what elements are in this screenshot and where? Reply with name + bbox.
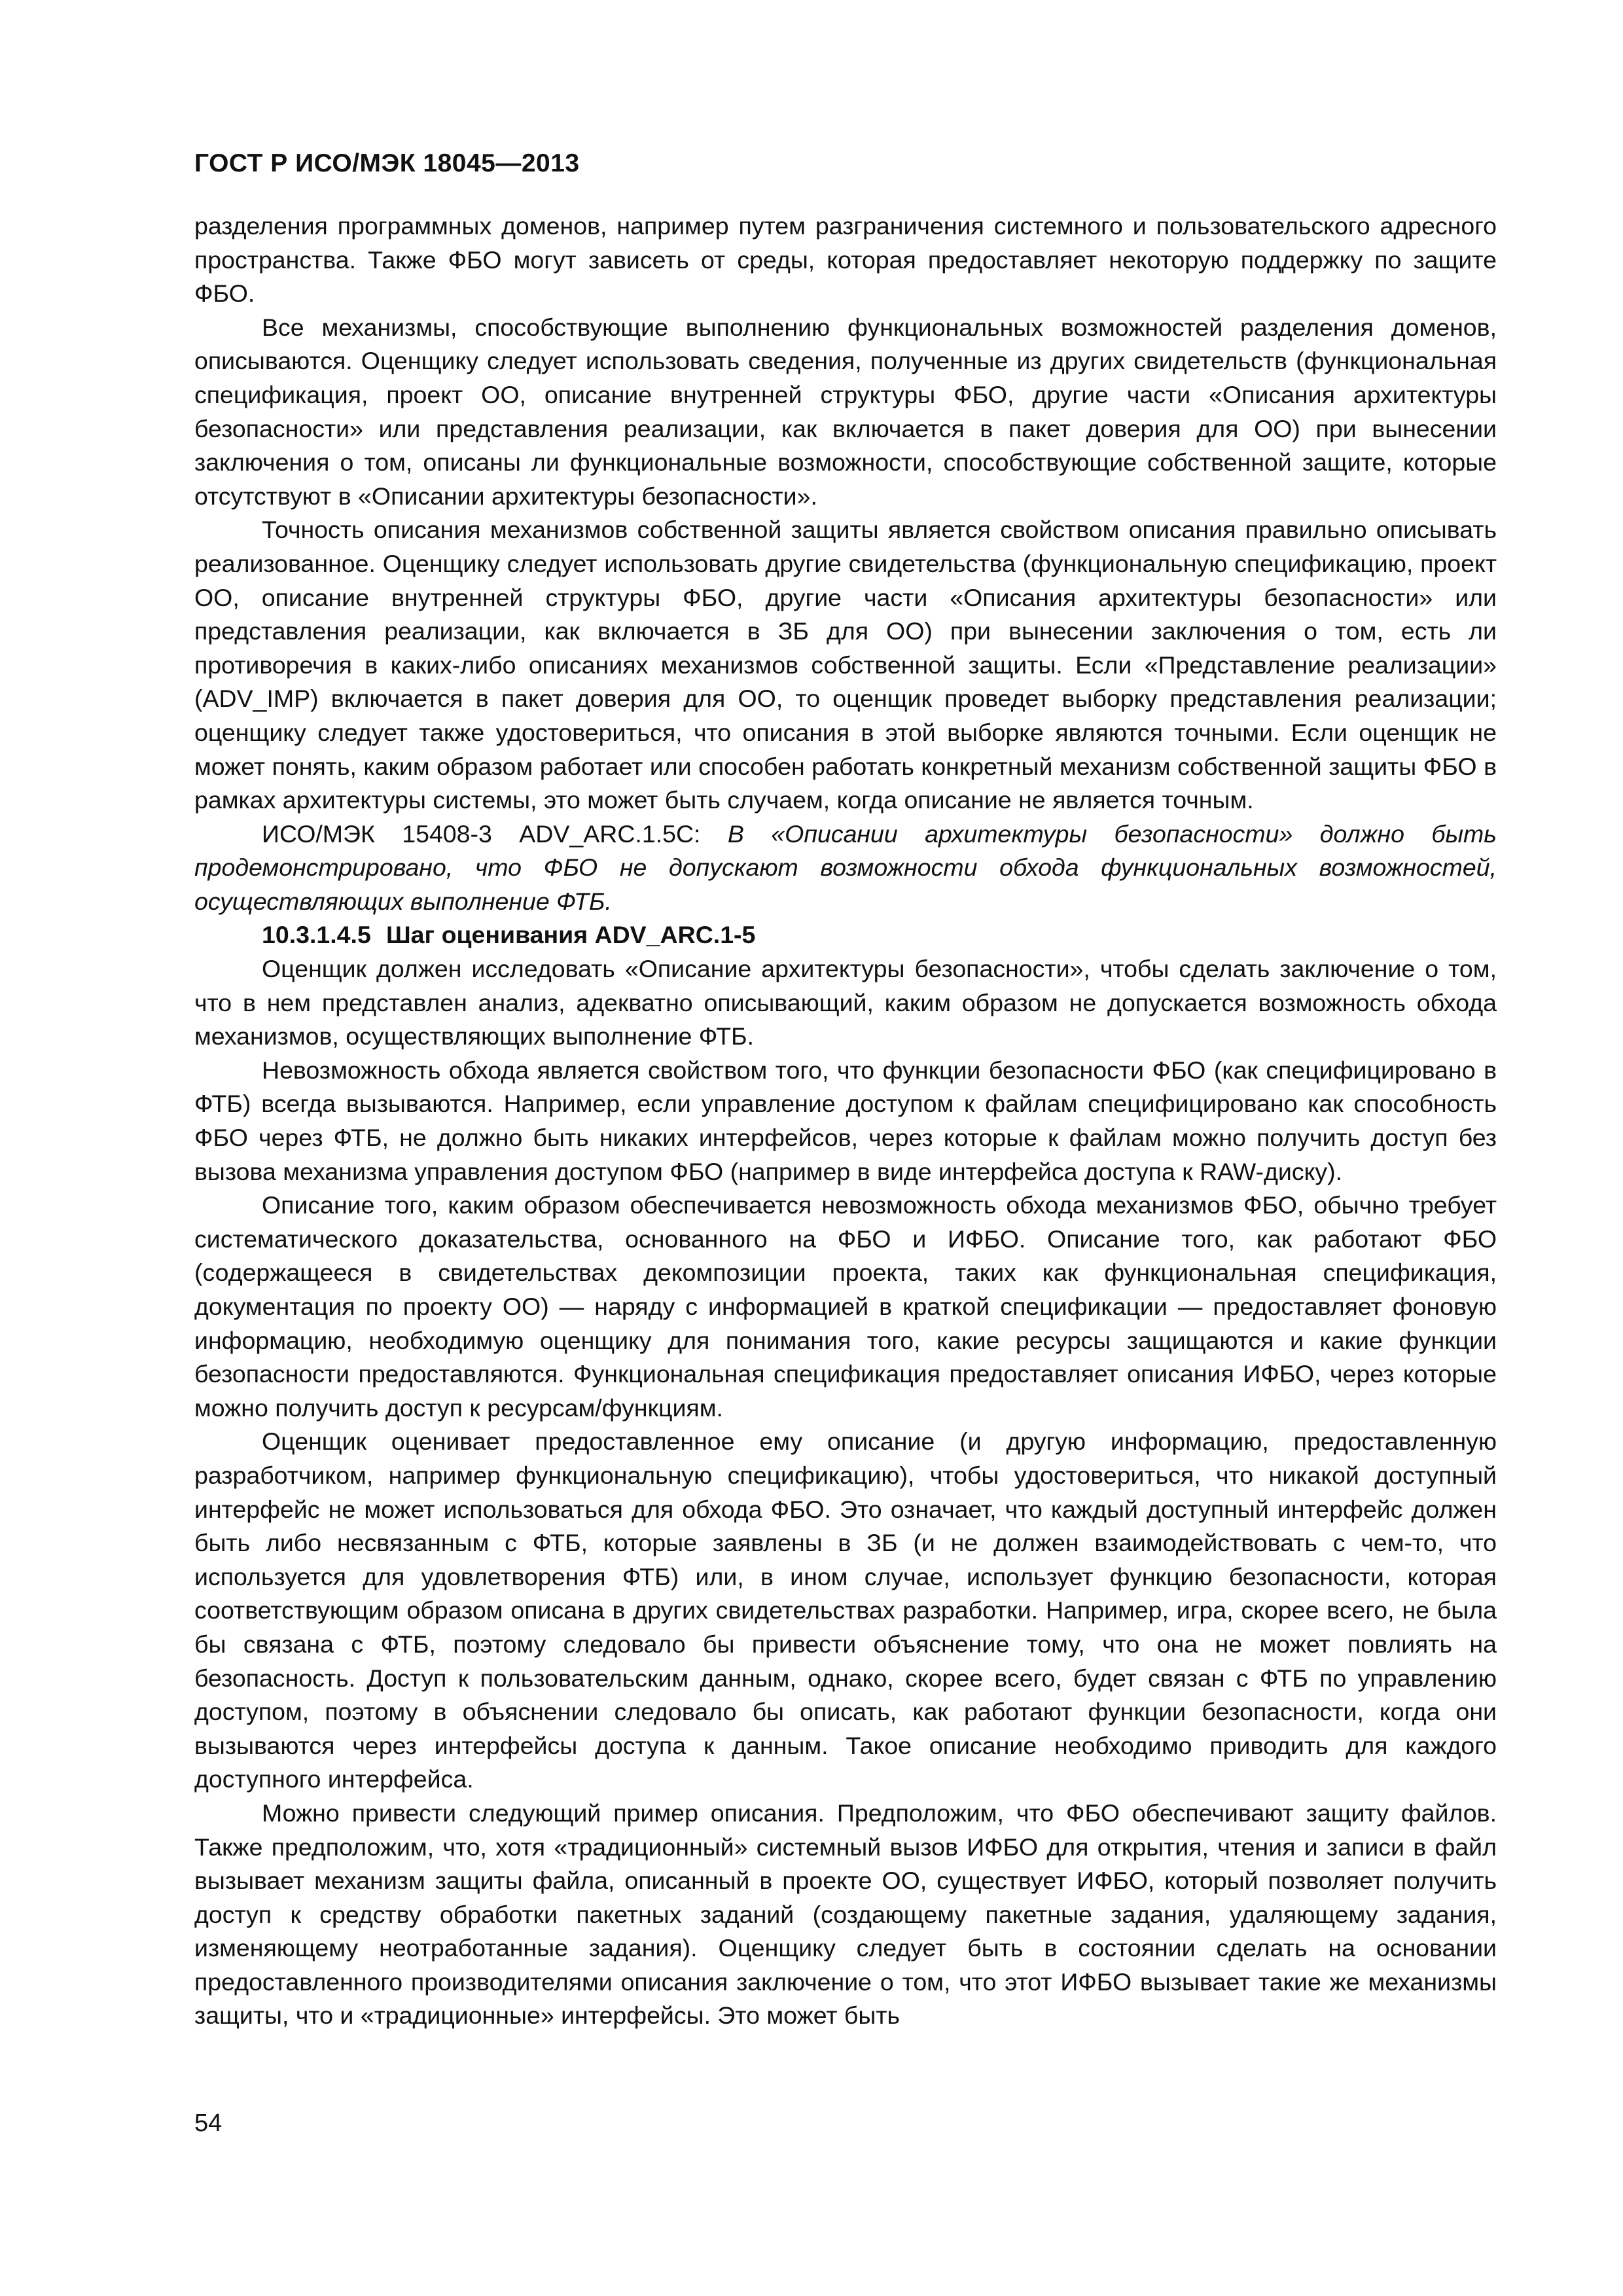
paragraph-continuation: разделения программных доменов, например путем разграничения системного и пользовательского адресного пространства. Также ФБО могут зависеть от среды, которая предоставляет некоторую поддержку по защите ФБО. bbox=[194, 212, 1497, 308]
paragraph: Оценщик должен исследовать «Описание архитектуры безопасности», чтобы сделать заключение о том, что в нем представлен анализ, адекватно описывающий, каким образом не допускается возможность обхода механизмов, осуществляющих выполнение ФТБ. bbox=[194, 955, 1497, 1050]
paragraph: Точность описания механизмов собственной защиты является свойством описания правильно описывать реализованное. Оценщику следует использовать другие свидетельства (функциональную спецификацию, проект ОО, описание внутренней структуры ФБО, другие части «Описания архитектуры безопасности» или представления реализации, как включается в ЗБ для ОО) при вынесении заключения о том, есть ли противоречия в каких-либо описаниях механизмов собственной защиты. Если «Представление реализации» (ADV_IMP) включается в пакет доверия для ОО, то оценщик проведет выборку представления реализации; оценщику следует также удостовериться, что описания в этой выборке являются точными. Если оценщик не может понять, каким образом работает или способен работать конкретный механизм собственной защиты ФБО в рамках архитектуры системы, это может быть случаем, когда описание не является точным. bbox=[194, 516, 1497, 814]
paragraph: Описание того, каким образом обеспечивается невозможность обхода механизмов ФБО, обычно требует систематического доказательства, основанного на ФБО и ИФБО. Описание того, как работают ФБО (содержащееся в свидетельствах декомпозиции проекта, таких как функциональная спецификация, документация по проекту ОО) — наряду с информацией в краткой спецификации — предоставляет фоновую информацию, необходимую оценщику для понимания того, какие ресурсы защищаются и какие функции безопасности предоставляются. Функциональная спецификация предоставляет описания ИФБО, через которые можно получить доступ к ресурсам/функциям. bbox=[194, 1191, 1497, 1422]
section-heading bbox=[194, 918, 1497, 952]
requirement-prefix: ИСО/МЭК 15408-3 ADV_ARC.1.5C: bbox=[262, 819, 728, 848]
document-header: ГОСТ Р ИСО/МЭК 18045—2013 bbox=[194, 149, 580, 177]
section-title: Шаг оценивания ADV_ARC.1-5 bbox=[386, 921, 756, 949]
requirement-text: В «Описании архитектуры безопасности» должно быть продемонстрировано, что ФБО не допускают возможности обхода функциональных возможностей, осуществляющих выполнение ФТБ. bbox=[194, 819, 1497, 915]
requirement-paragraph bbox=[194, 817, 1497, 919]
document-body bbox=[194, 209, 1497, 2033]
page-number: 54 bbox=[194, 2109, 223, 2137]
section-number: 10.3.1.4.5 bbox=[262, 921, 371, 949]
paragraph: Невозможность обхода является свойством того, что функции безопасности ФБО (как специфицировано в ФТБ) всегда вызываются. Например, если управление доступом к файлам специфицировано как способность ФБО через ФТБ, не должно быть никаких интерфейсов, через которые к файлам можно получить доступ без вызова механизма управления доступом ФБО (например в виде интерфейса доступа к RAW-диску). bbox=[194, 1056, 1497, 1185]
paragraph: Все механизмы, способствующие выполнению функциональных возможностей разделения доменов, описываются. Оценщику следует использовать сведения, полученные из других свидетельств (функциональная спецификация, проект ОО, описание внутренней структуры ФБО, другие части «Описания архитектуры безопасности» или представления реализации, как включается в пакет доверия для ОО) при вынесении заключения о том, описаны ли функциональные возможности, способствующие собственной защите, которые отсутствуют в «Описании архитектуры безопасности». bbox=[194, 313, 1497, 510]
paragraph: Можно привести следующий пример описания. Предположим, что ФБО обеспечивают защиту файлов. Также предположим, что, хотя «традиционный» системный вызов ИФБО для открытия, чтения и записи в файл вызывает механизм защиты файла, описанный в проекте ОО, существует ИФБО, который позволяет получить доступ к средству обработки пакетных заданий (создающему пакетные задания, удаляющему задания, изменяющему неотработанные задания). Оценщику следует быть в состоянии сделать на основании предоставленного производителями описания заключение о том, что этот ИФБО вызывает такие же механизмы защиты, что и «традиционные» интерфейсы. Это может быть bbox=[194, 1799, 1497, 2030]
paragraph: Оценщик оценивает предоставленное ему описание (и другую информацию, предоставленную разработчиком, например функциональную спецификацию), чтобы удостовериться, что никакой доступный интерфейс не может использоваться для обхода ФБО. Это означает, что каждый доступный интерфейс должен быть либо несвязанным с ФТБ, которые заявлены в ЗБ (и не должен взаимодействовать с чем-то, что используется для удовлетворения ФТБ) или, в ином случае, использует функцию безопасности, которая соответствующим образом описана в других свидетельствах разработки. Например, игра, скорее всего, не была бы связана с ФТБ, поэтому следовало бы привести объяснение тому, что она не может повлиять на безопасность. Доступ к пользовательским данным, однако, скорее всего, будет связан с ФТБ по управлению доступом, поэтому в объяснении следовало бы описать, как работают функции безопасности, когда они вызываются через интерфейсы доступа к данным. Такое описание необходимо приводить для каждого доступного интерфейса. bbox=[194, 1427, 1497, 1793]
